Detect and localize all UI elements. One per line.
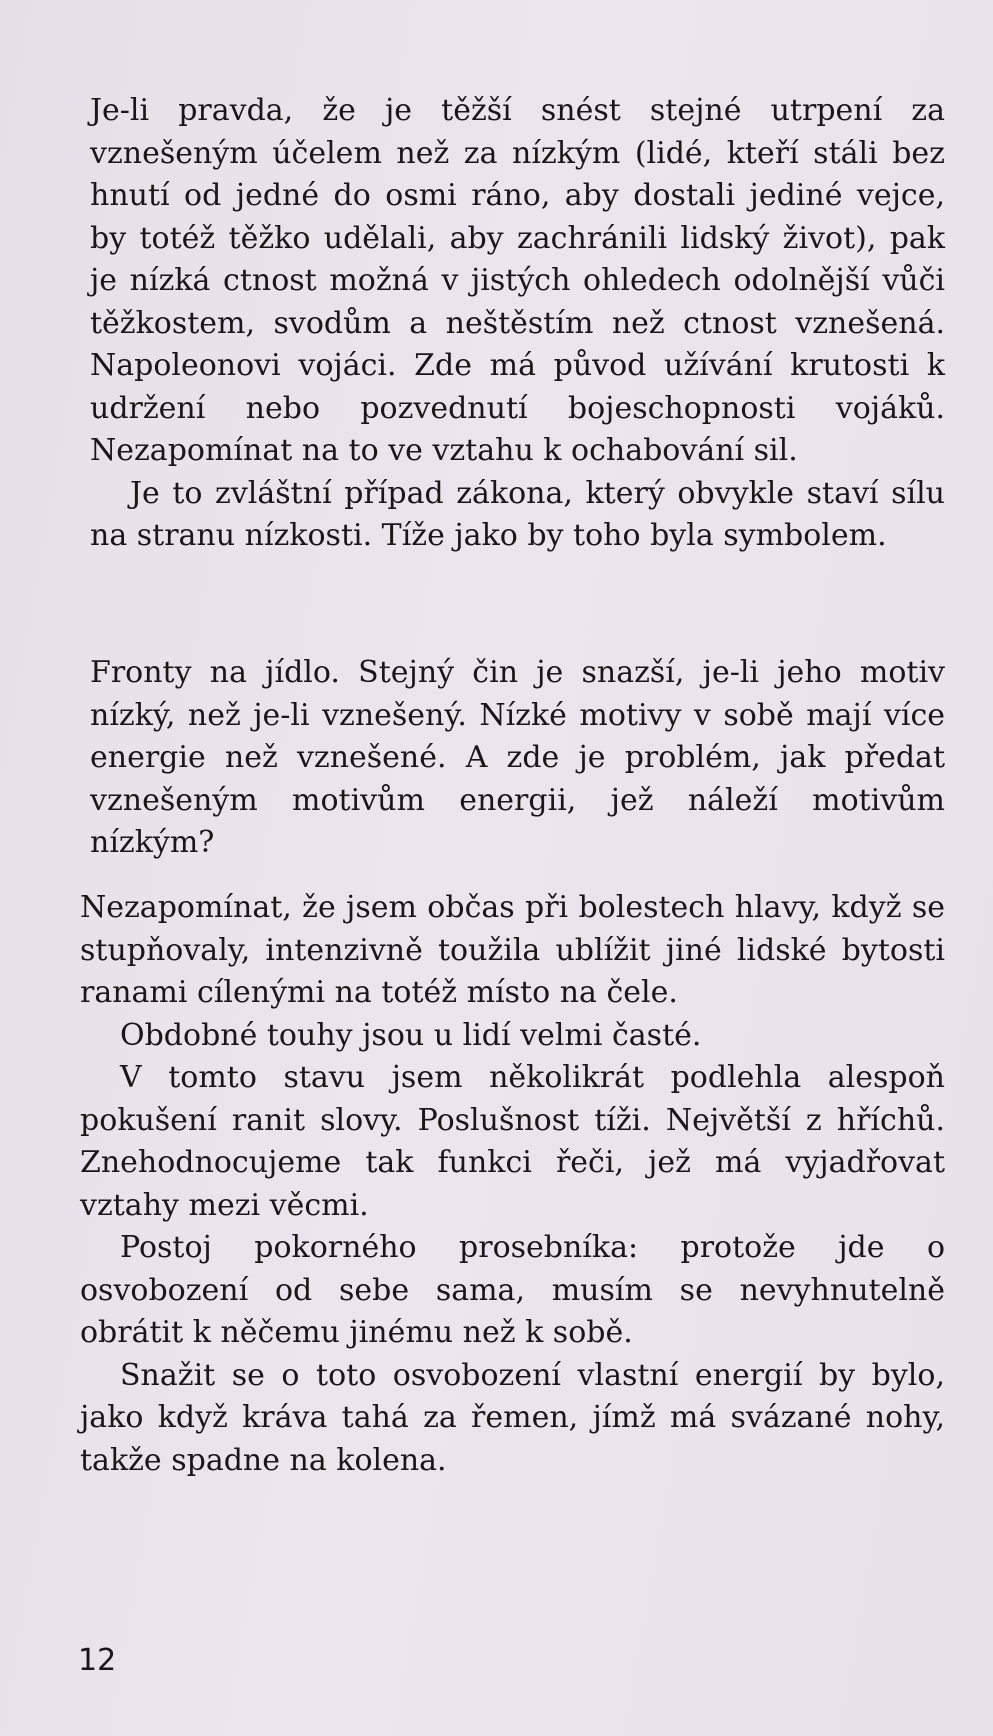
text-section-1 [90, 90, 945, 558]
text-section-3 [80, 887, 945, 1482]
paragraph: Obdobné touhy jsou u lidí velmi časté. [120, 1017, 702, 1053]
paragraph: Nezapomínat, že jsem občas při bolestech hlavy, když se stupňovaly, intenzivně toužila ublížit jiné lidské bytosti ranami cílenými na totéž místo na čele. [80, 890, 945, 1010]
paragraph: Je-li pravda, že je těžší snést stejné utrpení za vznešeným účelem než za nízkým (lidé, kteří stáli bez hnutí od jedné do osmi ráno, aby dostali jediné vejce, by totéž těžko udělali, aby zachránili lidský život), pak je nízká ctnost možná v jistých ohledech odolnější vůči těžkostem, svodům a neštěstím než ctnost vznešená. Napoleonovi vojáci. Zde má původ užívání krutosti k udržení nebo pozvednutí bojeschopnosti vojáků. Nezapomínat na to ve vztahu k ochabování sil. [90, 93, 945, 468]
paragraph: Snažit se o toto osvobození vlastní energií by bylo, jako když kráva tahá za řemen, jímž má svázané nohy, takže spadne na kolena. [80, 1357, 945, 1478]
paragraph: V tomto stavu jsem několikrát podlehla alespoň pokušení ranit slovy. Poslušnost tíži. Největší z hříchů. Znehodnocujeme tak funkci řeči, jež má vyjadřovat vztahy mezi věcmi. [80, 1060, 945, 1223]
paragraph: Je to zvláštní případ zákona, který obvykle staví sílu na stranu nízkosti. Tíže jako by toho byla symbolem. [90, 475, 945, 553]
paragraph: Fronty na jídlo. Stejný čin je snazší, je-li jeho motiv nízký, než je-li vznešený. Nízké motivy v sobě mají více energie než vznešené. A zde je problém, jak předat vznešeným motivům energii, jež náleží motivům nízkým? [90, 655, 945, 860]
paragraph: Postoj pokorného prosebníka: protože jde o osvobození od sebe sama, musím se nevyhnutelně obrátit k něčemu jinému než k sobě. [80, 1230, 945, 1350]
text-section-2 [90, 652, 945, 865]
page-number: 12 [78, 1643, 117, 1678]
